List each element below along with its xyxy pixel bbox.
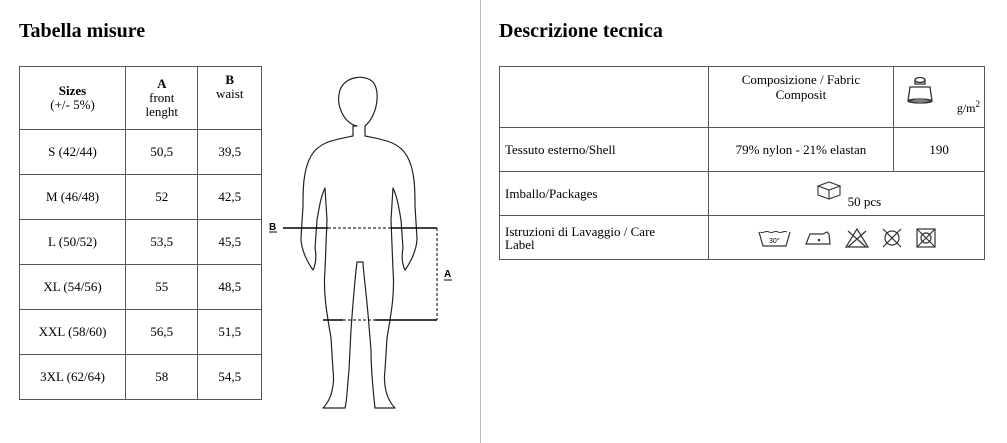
a-cell: 55 [126,265,198,310]
table-row [20,175,262,220]
wash-30-icon [758,228,792,248]
table-row [500,172,985,216]
size-cell: 3XL (62/64) [20,355,126,400]
packages-label: Imballo/Packages [500,172,709,216]
size-cell: XL (54/56) [20,265,126,310]
size-cell: S (42/44) [20,130,126,175]
packages-value: 50 pcs [847,194,882,209]
size-cell: L (50/52) [20,220,126,265]
b-header-letter: B [225,72,235,87]
care-label-1: Istruzioni di Lavaggio / Care [505,223,656,239]
composition-header-2: Composit [775,87,827,102]
shell-weight: 190 [894,128,985,172]
a-cell: 52 [126,175,198,220]
sizes-header-note: (+/- 5%) [50,97,95,112]
measure-a-label: A [444,269,452,280]
composition-header-1: Composizione / Fabric [741,72,861,87]
size-cell: M (46/48) [20,175,126,220]
weight-unit [957,99,980,116]
b-header-desc: waist [216,86,244,101]
a-cell: 53,5 [126,220,198,265]
composition-header [708,67,894,128]
table-row [20,355,262,400]
tech-description-title: Descrizione tecnica [499,20,663,42]
no-dry-clean-icon [915,227,937,249]
b-cell: 45,5 [198,220,262,265]
no-tumble-dry-icon [881,227,903,249]
body-outline [301,77,417,408]
weight-header [894,67,985,128]
tech-table [499,66,985,260]
size-table-header [20,67,262,130]
b-cell: 51,5 [198,310,262,355]
weight-unit-text: g/m [956,101,976,115]
b-cell: 39,5 [198,130,262,175]
a-cell: 56,5 [126,310,198,355]
shell-composition: 79% nylon - 21% elastan [708,128,894,172]
a-header-letter: A [157,76,167,91]
table-row [500,216,985,260]
sizes-header-label: Sizes [58,83,87,98]
weight-unit-sup: 2 [975,99,980,109]
b-cell: 48,5 [198,265,262,310]
a-header [126,67,198,130]
care-icons [708,216,984,260]
b-header [198,67,262,130]
empty-header-cell [500,67,709,128]
table-row [20,220,262,265]
scale-icon [907,75,937,105]
b-cell: 54,5 [198,355,262,400]
table-row [20,265,262,310]
a-header-desc-1: front [149,90,175,105]
a-cell: 58 [126,355,198,400]
table-row [20,130,262,175]
a-cell: 50,5 [126,130,198,175]
wash-temp: 30° [768,237,780,245]
measure-b-label: B [269,222,277,233]
column-divider [480,0,481,443]
a-header-desc-2: lenght [145,104,179,119]
no-bleach-icon [844,227,870,249]
size-table-title: Tabella misure [19,20,146,42]
size-cell: XXL (58/60) [20,310,126,355]
iron-low-icon [803,228,833,248]
shell-label: Tessuto esterno/Shell [500,128,709,172]
care-label-2: Label [505,236,535,252]
care-label [500,216,709,260]
body-measurement-figure [265,70,470,420]
b-cell: 42,5 [198,175,262,220]
size-table [19,66,262,400]
table-row [500,128,985,172]
tech-table-header [500,67,985,128]
sizes-header [20,67,126,130]
box-icon [816,180,842,200]
table-row [20,310,262,355]
packages-cell [708,172,984,216]
